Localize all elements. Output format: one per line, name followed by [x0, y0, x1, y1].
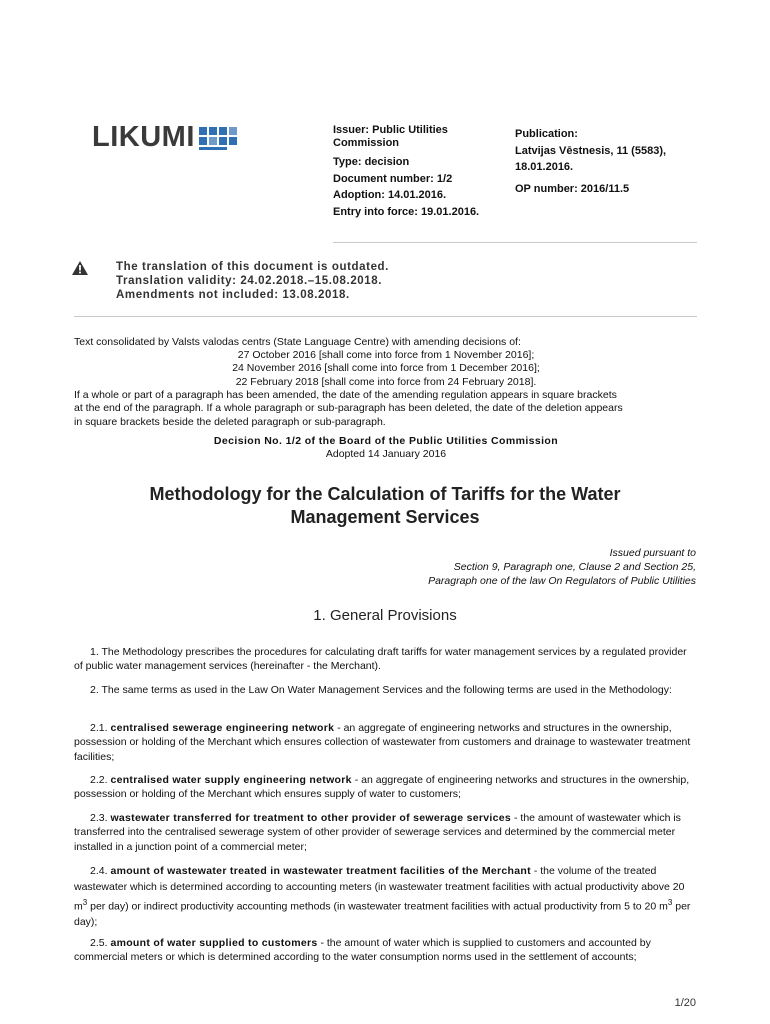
meta-adoption: Adoption: 14.01.2016. — [333, 189, 447, 201]
defined-term: amount of water supplied to customers — [110, 937, 318, 949]
meta-document-number: Document number: 1/2 — [333, 172, 453, 185]
paragraph-2-3 — [74, 811, 698, 854]
paragraph-number: 2.3. — [90, 812, 111, 824]
paragraph-2-1 — [74, 721, 698, 764]
logo-text: LIKUMI — [92, 121, 195, 153]
consolidation-intro: Text consolidated by Valsts valodas centrs (State Language Centre) with amending decisions of: — [74, 336, 521, 348]
publication-value-2: 18.01.2016. — [515, 161, 574, 173]
definition-text: - the volume of the treated wastewater which is determined according to accounting meters (in wastewater treatment facilities with actual productivity above 20 m — [74, 865, 685, 913]
note-line-3: in square brackets beside the deleted paragraph or sub-paragraph. — [74, 415, 386, 428]
publication-meta — [515, 126, 695, 197]
notice-line-3: Amendments not included: 13.08.2018. — [116, 289, 350, 301]
definition-text: - an aggregate of engineering networks and structures in the ownership, possession or holding of the Merchant which ensures supply of water to customers; — [74, 774, 690, 801]
note-line-2: at the end of the paragraph. If a whole paragraph or sub-paragraph has been deleted, the date of the deletion appears — [74, 402, 623, 415]
issued-line-3: Paragraph one of the law On Regulators of Public Utilities — [428, 575, 696, 587]
divider — [74, 316, 697, 317]
notice-line-1: The translation of this document is outdated. — [116, 261, 389, 273]
paragraph-number: 2.4. — [90, 865, 111, 877]
note-line-1: If a whole or part of a paragraph has been amended, the date of the amending regulation appears in square brackets — [74, 389, 617, 401]
paragraph-2-4 — [74, 864, 698, 931]
definition-text: - the amount of wastewater which is transferred into the centralised sewerage system of other provider of sewerage services and determined by the commercial meter installed in a junction point of a commercial meter; — [74, 812, 681, 853]
definition-text: - an aggregate of engineering networks and structures in the ownership, possession or holding of the Merchant which ensures collection of wastewater from customers and drainage to wastewater treatment facilities; — [74, 722, 691, 763]
decision-heading: Decision No. 1/2 of the Board of the Public Utilities Commission — [213, 435, 559, 447]
amendment-list — [74, 349, 698, 389]
superscript: 3 — [82, 898, 88, 907]
meta-issuer: Issuer: Public Utilities Commission — [333, 124, 448, 149]
publication-value-1: Latvijas Vēstnesis, 11 (5583), — [515, 144, 667, 157]
section-heading: 1. General Provisions — [313, 607, 457, 624]
paragraph-2: 2. The same terms as used in the Law On Water Management Services and the following terms are used in the Methodology: — [90, 684, 672, 696]
document-meta — [333, 124, 493, 220]
paragraph-number: 2.5. — [90, 937, 111, 949]
likumi-logo — [92, 122, 237, 152]
notice-line-2: Translation validity: 24.02.2018.–15.08.2018. — [116, 275, 383, 287]
decision-adopted: Adopted 14 January 2016 — [325, 448, 447, 461]
defined-term: amount of wastewater treated in wastewater treatment facilities of the Merchant — [110, 865, 531, 877]
divider — [333, 242, 697, 243]
paragraph-number: 2.2. — [90, 774, 111, 786]
amendment-item: 22 February 2018 [shall come into force from 24 February 2018]. — [235, 375, 537, 388]
page-title — [80, 483, 690, 529]
decision-block — [74, 435, 698, 462]
title-line-2: Management Services — [290, 507, 480, 527]
amendment-item: 27 October 2016 [shall come into force from 1 November 2016]; — [237, 349, 535, 361]
meta-type: Type: decision — [333, 156, 410, 168]
logo-mark-icon — [199, 124, 237, 150]
title-line-1: Methodology for the Calculation of Tariffs for the Water — [149, 484, 621, 504]
definition-text: per day) or indirect productivity accounting methods (in wastewater treatment facilities with actual productivity from 5 to 20 m — [87, 900, 668, 913]
warning-icon — [72, 261, 88, 275]
definition-text: - the amount of water which is supplied to customers and accounted by commercial meters or which is determined according to the water consumption norms used in the settlement of accounts; — [74, 937, 651, 964]
defined-term: centralised water supply engineering network — [110, 774, 352, 786]
issued-line-1: Issued pursuant to — [609, 547, 696, 559]
outdated-notice — [116, 260, 389, 302]
paragraph-2-5 — [74, 936, 698, 965]
paragraph-number: 2.1. — [90, 722, 111, 734]
page-number: 1/20 — [674, 997, 696, 1009]
amendment-item: 24 November 2016 [shall come into force from 1 December 2016]; — [232, 362, 540, 375]
meta-entry-into-force: Entry into force: 19.01.2016. — [333, 205, 480, 218]
defined-term: wastewater transferred for treatment to other provider of sewerage services — [110, 812, 512, 824]
op-number: OP number: 2016/11.5 — [515, 182, 630, 195]
issued-pursuant — [428, 546, 696, 588]
defined-term: centralised sewerage engineering network — [110, 722, 335, 734]
consolidation-note — [74, 389, 704, 429]
superscript: 3 — [667, 898, 673, 907]
paragraph-1: 1. The Methodology prescribes the procedures for calculating draft tariffs for water management services by a regulated provider of public water management services (hereinafter - the Merchant). — [74, 646, 687, 673]
paragraph-2-2 — [74, 773, 698, 802]
issued-line-2: Section 9, Paragraph one, Clause 2 and Section 25, — [453, 561, 696, 573]
publication-label: Publication: — [515, 128, 578, 140]
definition-text: per day); — [74, 900, 691, 928]
